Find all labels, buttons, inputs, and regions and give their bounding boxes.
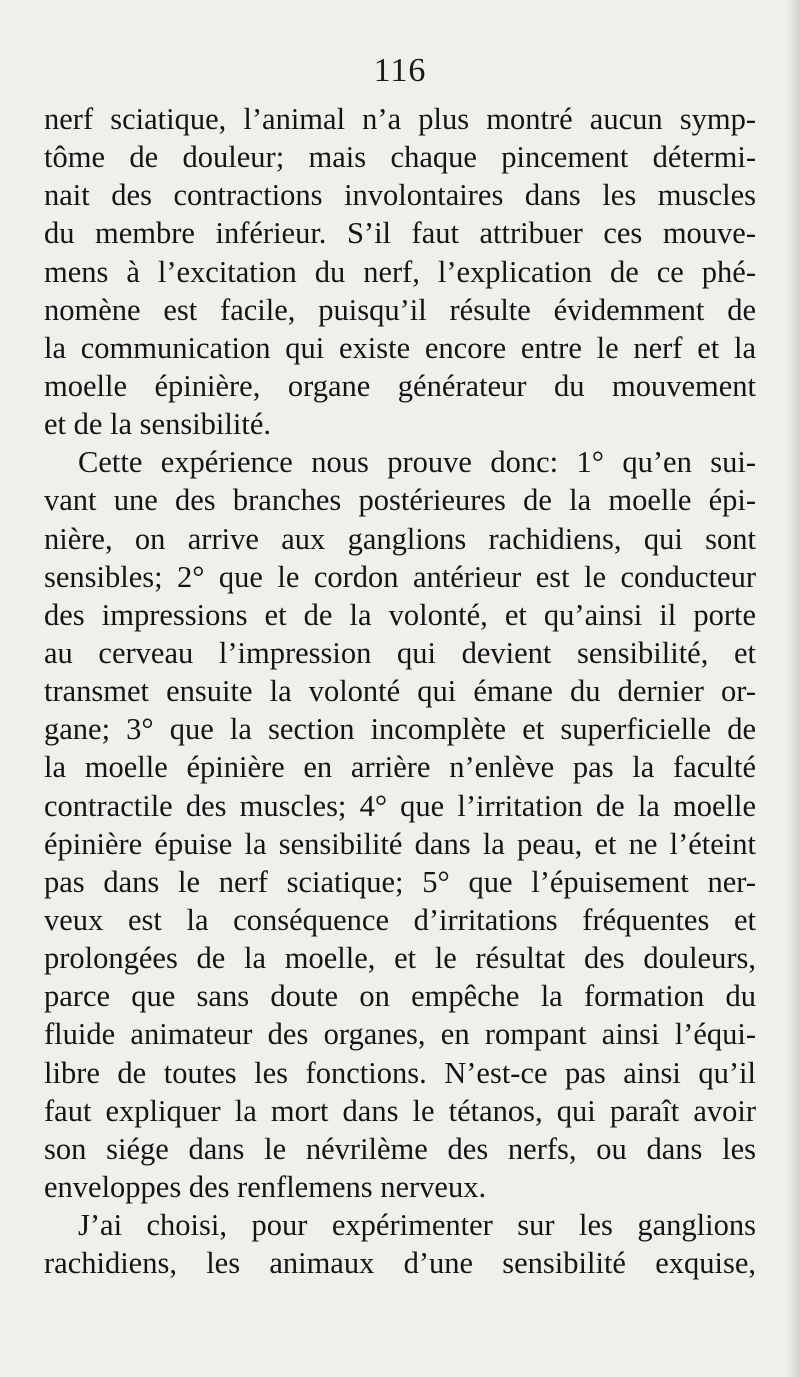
text-line: mens à l’excitation du nerf, l’explication de ce phé-: [44, 254, 756, 289]
text-line: contractile des muscles; 4° que l’irritation de la moelle: [44, 788, 756, 823]
text-line: rachidiens, les animaux d’une sensibilité exquise,: [44, 1246, 756, 1281]
text-line: des impressions et de la volonté, et qu’ainsi il porte: [44, 597, 756, 632]
text-line: tôme de douleur; mais chaque pincement détermi-: [44, 140, 756, 175]
text-line: pas dans le nerf sciatique; 5° que l’épuisement ner-: [44, 864, 756, 899]
text-line: gane; 3° que la section incomplète et superficielle de: [44, 712, 756, 747]
text-line: épinière épuise la sensibilité dans la peau, et ne l’éteint: [44, 826, 756, 861]
text-line: prolongées de la moelle, et le résultat des douleurs,: [44, 941, 756, 976]
body-text: [44, 100, 756, 1282]
text-line: nait des contractions involontaires dans les muscles: [44, 178, 756, 213]
text-line: nière, on arrive aux ganglions rachidiens, qui sont: [44, 521, 756, 556]
text-line: Cette expérience nous prouve donc: 1° qu’en sui-: [78, 445, 756, 480]
text-line: veux est la conséquence d’irritations fréquentes et: [44, 902, 756, 937]
text-line: libre de toutes les fonctions. N’est-ce pas ainsi qu’il: [44, 1055, 756, 1090]
text-line: parce que sans doute on empêche la formation du: [44, 979, 756, 1014]
text-line: nerf sciatique, l’animal n’a plus montré aucun symp-: [44, 102, 756, 136]
text-line: vant une des branches postérieures de la moelle épi-: [44, 483, 756, 518]
text-line: fluide animateur des organes, en rompant ainsi l’équi-: [44, 1017, 756, 1052]
text-line: la moelle épinière en arrière n’enlève pas la faculté: [44, 750, 756, 785]
text-line: son siége dans le névrilème des nerfs, ou dans les: [44, 1131, 756, 1166]
text-line: nomène est facile, puisqu’il résulte évidemment de: [44, 292, 756, 327]
text-line: moelle épinière, organe générateur du mouvement: [44, 368, 756, 403]
page-number: 116: [373, 52, 427, 89]
page-edge-shadow: [786, 0, 800, 1377]
text-line: J’ai choisi, pour expérimenter sur les ganglions: [78, 1208, 756, 1243]
text-line: transmet ensuite la volonté qui émane du dernier or-: [44, 674, 756, 709]
text-line: faut expliquer la mort dans le tétanos, qui paraît avoir: [44, 1093, 756, 1128]
text-line: au cerveau l’impression qui devient sensibilité, et: [44, 635, 756, 670]
text-line: et de la sensibilité.: [44, 407, 271, 442]
text-line: la communication qui existe encore entre le nerf et la: [44, 330, 756, 365]
text-line: sensibles; 2° que le cordon antérieur est le conducteur: [44, 559, 756, 594]
text-line: enveloppes des renflemens nerveux.: [44, 1169, 487, 1204]
text-line: du membre inférieur. S’il faut attribuer ces mouve-: [44, 216, 756, 251]
